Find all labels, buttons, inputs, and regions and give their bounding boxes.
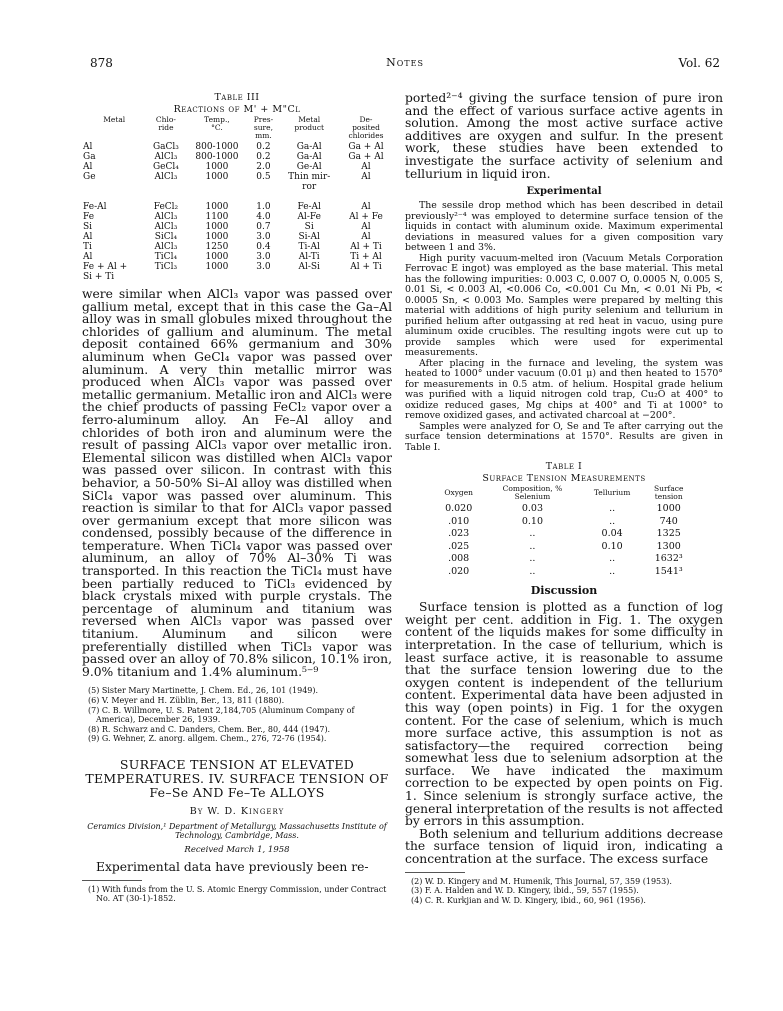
- table1-cell: 1325: [656, 528, 681, 540]
- table1-cell: 1300: [656, 540, 681, 552]
- table1-cell: .023: [448, 528, 470, 540]
- volume-label: Vol. 62: [678, 56, 720, 70]
- experimental-p3: After placing in the furnace and leveling, the system was heated to 1000° under vacuum (0.01 μ) and then heated to 1570° for measurements in 0.5 atm. of helium. Hospital grade helium was purified with a liquid nitrogen cold trap, Cu₂O at 400° to oxidize reduced gases, Mg chips at 400° and Ti at 1000° to remove oxidized gases, and activated charcoal at −200°.: [405, 357, 723, 422]
- right-column: [405, 92, 723, 905]
- table-row: [82, 252, 392, 262]
- table3-cell: Al: [361, 222, 371, 232]
- table1-cell: 1541³: [654, 565, 683, 577]
- table3-cell: 0.4: [256, 242, 271, 252]
- footnote: (8) R. Schwarz and C. Danders, Chem. Ber., 80, 444 (1947).: [88, 724, 331, 734]
- table3-cell: Fe + Al + Si + Ti: [83, 262, 128, 282]
- table3-cell: Ga + Al: [348, 142, 384, 152]
- table3-header-5: De- posited chlorides: [348, 115, 384, 140]
- table3-cell: Al: [361, 232, 371, 242]
- table3-cell: Al: [83, 142, 93, 152]
- article-affiliation: Ceramics Division,¹ Department of Metallurgy, Massachusetts Institute of Technology, Cambridge, Mass.: [87, 821, 387, 840]
- table3-cell: Si-Al: [298, 232, 320, 242]
- table1-cell: 1000: [656, 503, 681, 515]
- table-row: [434, 503, 695, 516]
- table3-cell: Ga-Al: [296, 152, 322, 162]
- table3-cell: Thin mir- ror: [288, 172, 331, 192]
- table1-cell: ..: [529, 540, 536, 552]
- experimental-p4: Samples were analyzed for O, Se and Te after carrying out the surface tension determinations at 1570°. Results are given in Table I.: [405, 420, 723, 453]
- article-received: Received March 1, 1958: [184, 844, 290, 855]
- table3-cell: Si: [83, 222, 93, 232]
- table3-cell: Al: [361, 202, 371, 212]
- experimental-p2: High purity vacuum-melted iron (Vacuum Metals Corporation Ferrovac E ingot) was employed as the base material. This metal has the following impurities: 0.003 C, 0.007 O, 0.0005 N, 0.005 S, 0.01 Si, < 0.003 Al, <0.006 Co, <0.001 Cu Mn, < 0.01 Ni Pb, < 0.0005 Sn, < 0.003 Mo. Samples were prepared by melting this material with additions of high purity selenium and tellurium in purified helium after outgassing at red heat in vacuo, using pure aluminum oxide crucibles. The resulting ingots were cut up to provide samples which were used for experimental measurements.: [405, 252, 723, 359]
- table3-cell: Al + Fe: [349, 212, 383, 222]
- table3-cell: 0.2: [256, 152, 271, 162]
- table3-cell: AlCl₃: [154, 242, 178, 252]
- table1-cell: 0.10: [601, 540, 623, 552]
- footnote: (7) C. B. Willmore, U. S. Patent 2,184,705 (Aluminum Company of America), December 26, 1939.: [88, 705, 355, 725]
- table3-cell: AlCl₃: [154, 222, 178, 232]
- footnote-rule: [82, 880, 142, 881]
- table-row: [434, 541, 695, 554]
- table-row: [434, 553, 695, 566]
- table3-cell: Ga + Al: [348, 152, 384, 162]
- table1-cell: 0.04: [601, 528, 623, 540]
- table3-cell: 3.0: [256, 232, 271, 242]
- footnote: (3) F. A. Halden and W. D. Kingery, ibid., 59, 557 (1955).: [411, 886, 639, 896]
- table1-cell: .025: [448, 540, 470, 552]
- table1-cell: ..: [609, 553, 616, 565]
- article-title: SURFACE TENSION AT ELEVATED TEMPERATURES. IV. SURFACE TENSION OF Fe–Se AND Fe–Te ALLOYS: [85, 756, 389, 800]
- page-number: 878: [90, 56, 113, 70]
- table3-cell: Al + Ti: [350, 242, 382, 252]
- table3-cell: TiCl₄: [154, 252, 178, 262]
- table3-header-4: Metal product: [294, 115, 325, 132]
- table3-cell: 800-1000: [195, 142, 239, 152]
- table3-cell: Al: [361, 172, 371, 182]
- table3-cell: Fe-Al: [297, 202, 321, 212]
- experimental-p1: The sessile drop method which has been described in detail previously²⁻⁴ was employed to determine surface tension of the liquids in contact with aluminum oxide. Maximum experimental deviations in measured values for a given composition vary between 1 and 3%.: [405, 200, 723, 254]
- table3-cell: 1.0: [256, 202, 271, 212]
- right-intro-text: ported²⁻⁴ giving the surface tension of pure iron and the effect of various surface active agents in solution. Among the most active surface active additives are oxygen and sulfur. In the present work, these studies have been extended to investigate the surface activity of selenium and tellurium in liquid iron.: [405, 91, 723, 181]
- table-spacer: [82, 192, 392, 202]
- table3-cell: AlCl₃: [154, 152, 178, 162]
- left-footnotes: [82, 686, 392, 744]
- table3-cell: 3.0: [256, 252, 271, 262]
- table1-header-0: Oxygen: [444, 488, 473, 498]
- table3-cell: Ga-Al: [296, 142, 322, 152]
- table3-cell: Al: [83, 252, 93, 262]
- table-row: [82, 222, 392, 232]
- discussion-heading: Discussion: [530, 584, 598, 598]
- table-row: [82, 212, 392, 222]
- table1-label: Table I: [545, 461, 583, 473]
- table3-cell: Al: [83, 232, 93, 242]
- table3-header-1: Chlo- ride: [155, 115, 176, 132]
- table3-header-3: Pres- sure, mm.: [253, 115, 274, 140]
- table1-cell: 1632³: [654, 553, 683, 565]
- table-row: [434, 566, 695, 579]
- table-row: [82, 262, 392, 282]
- footnote: (5) Sister Mary Martinette, J. Chem. Ed., 26, 101 (1949).: [88, 686, 319, 696]
- table3-cell: 0.5: [256, 172, 271, 182]
- table3-cell: 4.0: [256, 212, 271, 222]
- table3-cell: Fe-Al: [83, 202, 107, 212]
- table3-cell: Al: [83, 162, 93, 172]
- running-head: Notes: [386, 56, 424, 69]
- table3-cell: Si: [304, 222, 314, 232]
- table3-cell: Ti: [83, 242, 92, 252]
- discussion-p1: Surface tension is plotted as a function of log weight per cent. addition in Fig. 1. The oxygen content of the liquids makes for some difficulty in interpretation. In the case of tellurium, which is least surface active, it is reasonable to assume that the surface tension lowering due to the oxygen content is independent of the tellurium content. Experimental data have been adjusted in this way (open points) in Fig. 1 for the oxygen content. For the case of selenium, which is much more surface active, this assumption is not as satisfactory—the required correction being somewhat less due to selenium adsorption at the surface. We have indicated the maximum correction to be expected by open points on Fig. 1. Since selenium is strongly surface active, the general interpretation of the results is not affected by errors in this assumption.: [405, 600, 723, 829]
- table-row: [82, 162, 392, 172]
- footnote: (6) V. Meyer and H. Züblin, Ber., 13, 811 (1880).: [88, 696, 285, 705]
- table1-cell: .008: [448, 553, 470, 565]
- article-byline: By W. D. Kingery: [189, 805, 285, 817]
- table3-cell: 1000: [205, 232, 229, 242]
- table3-cell: 1000: [205, 202, 229, 212]
- table3: [82, 116, 392, 282]
- table3-cell: Fe: [83, 212, 95, 222]
- table3-cell: Ge-Al: [296, 162, 322, 172]
- footnote: (4) C. R. Kurkjian and W. D. Kingery, ibid., 60, 961 (1956).: [411, 895, 646, 905]
- table3-cell: 1000: [205, 162, 229, 172]
- table3-cell: Ga: [83, 152, 96, 162]
- table3-cell: Al-Si: [298, 262, 320, 272]
- table3-cell: Al: [361, 162, 371, 172]
- table-row: [434, 528, 695, 541]
- table3-cell: 3.0: [256, 262, 271, 272]
- table1-cell: ..: [529, 565, 536, 577]
- table3-cell: 2.0: [256, 162, 271, 172]
- table1-cell: ..: [529, 528, 536, 540]
- table1-cell: ..: [609, 565, 616, 577]
- table3-cell: TiCl₃: [154, 262, 178, 272]
- table3-cell: 0.2: [256, 142, 271, 152]
- table1-cell: .010: [448, 515, 470, 527]
- footnote: (2) W. D. Kingery and M. Humenik, This Journal, 57, 359 (1953).: [411, 876, 672, 886]
- right-footnotes: [405, 877, 723, 906]
- left-body-text: were similar when AlCl₃ vapor was passed over gallium metal, except that in this case the Ga–Al alloy was in small globules mixed throughout the chlorides of gallium and aluminum. The metal deposit contained 66% germanium and 30% aluminum when GeCl₄ vapor was passed over aluminum. A very thin metallic mirror was produced when AlCl₃ vapor was passed over metallic germanium. Metallic iron and AlCl₃ were the chief products of passing FeCl₂ vapor over a ferro-aluminum alloy. An Fe–Al alloy and chlorides of both iron and aluminum were the result of passing AlCl₃ vapor over metallic iron. Elemental silicon was distilled when AlCl₃ vapor was passed over silicon. In contrast with this behavior, a 50-50% Si–Al alloy was distilled when SiCl₄ vapor was passed over aluminum. This reaction is similar to that for AlCl₃ vapor passed over germanium except that more silicon was condensed, possibly because of the difference in temperature. When TiCl₄ vapor was passed over aluminum, an alloy of 70% Al–30% Ti was transported. In this reaction the TiCl₄ must have been partially reduced to TiCl₃ evidenced by black crystals mixed with purple crystals. The percentage of aluminum and titanium was reversed when AlCl₃ vapor was passed over titanium. Aluminum and silicon were preferentially distilled when TiCl₃ vapor was passed over an alloy of 70.8% silicon, 10.1% iron, 9.0% titanium and 1.4% aluminum.⁵⁻⁹: [82, 287, 392, 679]
- table3-cell: FeCl₂: [153, 202, 179, 212]
- table3-caption: Reactions of M' + M"Cl: [173, 104, 301, 115]
- table1-cell: ..: [609, 515, 616, 527]
- table1-cell: ..: [529, 553, 536, 565]
- table3-cell: SiCl₄: [154, 232, 178, 242]
- footnote-rule-right: [405, 872, 465, 873]
- table1-header-3: Surface tension: [654, 484, 684, 502]
- left-column: [82, 92, 392, 904]
- table3-cell: Ge: [83, 172, 96, 182]
- table1-cell: 0.10: [521, 515, 543, 527]
- table-row: [82, 242, 392, 252]
- table3-cell: AlCl₃: [154, 172, 178, 182]
- table3-cell: 1000: [205, 172, 229, 182]
- footnote: (9) G. Wehner, Z. anorg. allgem. Chem., 276, 72-76 (1954).: [88, 734, 327, 744]
- table1-cell: ..: [609, 503, 616, 515]
- table1-header-1: Composition, % Selenium: [502, 484, 563, 502]
- table3-cell: 1000: [205, 222, 229, 232]
- table3-cell: GaCl₃: [152, 142, 179, 152]
- discussion-p2: Both selenium and tellurium additions decrease the surface tension of liquid iron, indicating a concentration at the surface. The excess surface: [405, 826, 723, 867]
- table-row: [82, 202, 392, 212]
- footnote-1: (1) With funds from the U. S. Atomic Energy Commission, under Contract No. AT (30-1)-1852.: [88, 884, 387, 904]
- table3-cell: 1250: [205, 242, 229, 252]
- table1-cell: 0.020: [445, 503, 473, 515]
- page-header: [90, 56, 720, 72]
- table-row: [82, 152, 392, 162]
- table3-cell: 800-1000: [195, 152, 239, 162]
- table1-cell: 740: [659, 515, 678, 527]
- table1: [434, 485, 695, 578]
- table3-cell: Ti-Al: [298, 242, 320, 252]
- table1-cell: .020: [448, 565, 470, 577]
- table-row: [434, 516, 695, 529]
- article-intro: Experimental data have previously been re-: [96, 859, 369, 874]
- table1-header-2: Tellurium: [593, 488, 631, 498]
- table3-cell: Al + Ti: [350, 262, 382, 272]
- table3-label: Table III: [214, 92, 260, 103]
- table3-cell: Al-Ti: [298, 252, 320, 262]
- table-row: [82, 232, 392, 242]
- table3-cell: GeCl₄: [152, 162, 179, 172]
- table3-header-2: Temp., °C.: [204, 115, 230, 132]
- table3-cell: Ti + Al: [350, 252, 382, 262]
- table3-cell: Al-Fe: [297, 212, 321, 222]
- table1-caption: Surface Tension Measurements: [482, 473, 646, 485]
- table3-cell: 1000: [205, 252, 229, 262]
- table3-cell: AlCl₃: [154, 212, 178, 222]
- table1-cell: 0.03: [521, 503, 543, 515]
- table3-cell: 0.7: [256, 222, 271, 232]
- table-row: [82, 142, 392, 152]
- table3-header-0: Metal: [103, 115, 126, 124]
- experimental-heading: Experimental: [526, 186, 602, 198]
- table3-cell: 1100: [205, 212, 229, 222]
- table-row: [82, 172, 392, 192]
- table3-cell: 1000: [205, 262, 229, 272]
